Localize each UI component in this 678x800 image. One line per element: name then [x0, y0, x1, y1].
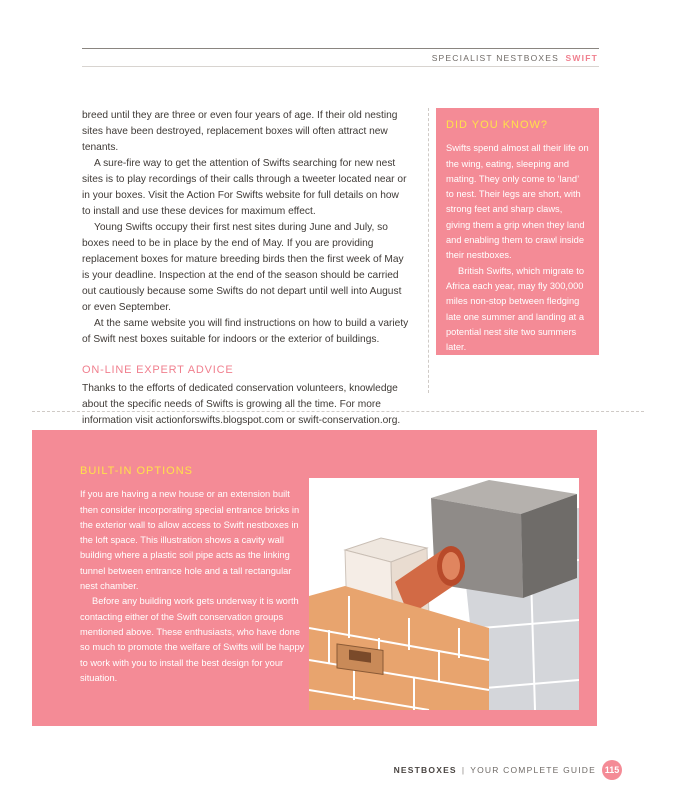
- built-in-options-heading: BUILT-IN OPTIONS: [80, 465, 193, 477]
- did-you-know-heading: DID YOU KNOW?: [446, 119, 549, 131]
- running-head-section: SPECIALIST NESTBOXES: [431, 53, 559, 63]
- advice-heading: ON-LINE EXPERT ADVICE: [82, 364, 234, 376]
- header-rule: [82, 48, 599, 49]
- built-in-options-panel: [32, 430, 597, 726]
- page-footer: [394, 760, 622, 780]
- panel-paragraph: If you are having a new house or an extension built then consider incorporating special entrance bricks in the exterior wall to allow access to Swift nestboxes in the loft space. This illustration shows a cavity wall building where a plastic soil pipe acts as the linking tunnel between entrance hole and a tall rectangular nest chamber.: [80, 489, 300, 592]
- cavity-wall-illustration: [309, 478, 579, 710]
- brick-wall: [309, 586, 489, 710]
- footer-brand: NESTBOXES: [393, 765, 457, 775]
- section-divider: [32, 411, 644, 412]
- built-in-options-text: [80, 464, 310, 686]
- article-paragraph: Young Swifts occupy their first nest sites during June and July, so boxes need to be in place by the end of May. If you are providing replacement boxes for mature breeding birds then the first week of May is your deadline. Inspection at the end of the season should be carried out cautiously because some Swifts do not depart until well into August or even September.: [82, 222, 404, 313]
- cavity-wall-drawing: [309, 478, 579, 710]
- article-paragraph: breed until they are three or even four years of age. If their old nesting sites have been destroyed, replacement boxes will often attract new tenants.: [82, 110, 398, 153]
- panel-paragraph: Before any building work gets underway it is worth contacting either of the Swift conservation groups mentioned above. These enthusiasts, who have done so much to promote the welfare of Swifts will be happy to work with you to install the best design for your situation.: [80, 596, 305, 683]
- footer-guide: YOUR COMPLETE GUIDE: [470, 765, 596, 775]
- advice-paragraph: Thanks to the efforts of dedicated conservation volunteers, knowledge about the specific needs of Swifts is growing all the time. For more information visit actionforswifts.blogspot.com or swift-conservation.org.: [82, 383, 401, 426]
- page-number: 115: [602, 760, 622, 780]
- article-paragraph: At the same website you will find instructions on how to build a variety of Swift nest boxes suitable for indoors or the exterior of buildings.: [82, 318, 409, 345]
- main-article: [82, 108, 410, 429]
- article-paragraph: A sure-fire way to get the attention of Swifts searching for new nest sites is to play recordings of their calls through a tweeter located near or in your boxes. Visit the Action For Swifts website for full details on how to install and use these devices for maximum effect.: [82, 158, 407, 217]
- running-head-topic: SWIFT: [565, 53, 598, 63]
- running-head: [432, 53, 598, 63]
- column-divider: [428, 108, 429, 393]
- did-you-know-box: [436, 108, 599, 355]
- header-rule-lower: [82, 66, 599, 67]
- sidebar-paragraph: Swifts spend almost all their life on the wing, eating, sleeping and mating. They only come to ‘land’ to nest. Their legs are short, with strong feet and sharp claws, giving them a grip when they land and enabling them to crawl inside their nestboxes.: [446, 143, 589, 261]
- footer-separator: |: [461, 765, 466, 775]
- sidebar-paragraph: British Swifts, which migrate to Africa each year, may fly 300,000 miles non-stop between fledging late one summer and landing at a potential nest site two summers later.: [446, 265, 585, 353]
